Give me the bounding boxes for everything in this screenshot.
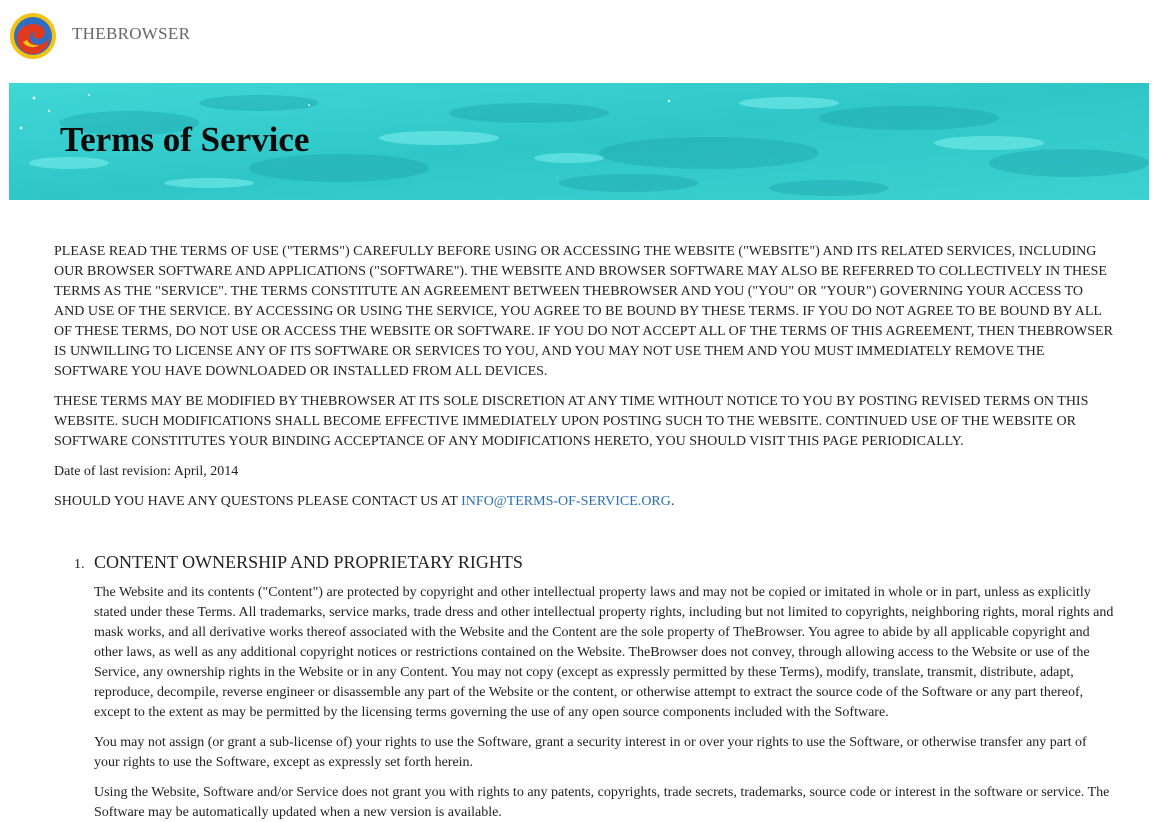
intro-paragraph-1: PLEASE READ THE TERMS OF USE ("TERMS") CAREFULLY BEFORE USING OR ACCESSING THE WEBSITE ("WEBSITE") AND ITS RELATED SERVICES, INCLUDING OUR BROWSER SOFTWARE AND APPLICATIONS ("SOFTWARE"). THE WEBSITE AND BROWSER SOFTWARE MAY ALSO BE REFERRED TO COLLECTIVELY IN THESE TERMS AS THE "SERVICE". THE TERMS CONSTITUTE AN AGREEMENT BETWEEN THEBROWSER AND YOU ("YOU" OR "YOUR") GOVERNING YOUR ACCESS TO AND USE OF THE SERVICE. BY ACCESSING OR USING THE SERVICE, YOU AGREE TO BE BOUND BY THESE TERMS. IF YOU DO NOT AGREE TO BE BOUND BY ALL OF THESE TERMS, DO NOT USE OR ACCESS THE WEBSITE OR SOFTWARE. IF YOU DO NOT ACCEPT ALL OF THE TERMS OF THIS AGREEMENT, THEN THEBROWSER IS UNWILLING TO LICENSE ANY OF ITS SOFTWARE OR SERVICES TO YOU, AND YOU MAY NOT USE THEM AND YOU MUST IMMEDIATELY REMOVE THE SOFTWARE YOU HAVE DOWNLOADED OR INSTALLED FROM ALL DEVICES. bbox=[54, 244, 1113, 379]
section-number: 1. bbox=[74, 557, 85, 572]
contact-email-link[interactable]: INFO@TERMS-OF-SERVICE.ORG bbox=[461, 494, 671, 509]
intro-content bbox=[54, 242, 1114, 522]
section-title: CONTENT OWNERSHIP AND PROPRIETARY RIGHTS bbox=[94, 552, 523, 572]
brand-link[interactable]: THEBROWSER bbox=[72, 24, 191, 43]
hero-banner bbox=[9, 83, 1149, 200]
contact-line bbox=[54, 492, 1114, 512]
contact-prefix: SHOULD YOU HAVE ANY QUESTONS PLEASE CONTACT US AT bbox=[54, 494, 462, 509]
site-header bbox=[0, 0, 1170, 78]
section-paragraph-1: The Website and its contents ("Content") are protected by copyright and other intellectual property laws and may not be copied or imitated in whole or in part, unless as explicitly stated under these Terms. All trademarks, service marks, trade dress and other intellectual property rights, including but not limited to copyrights, neighboring rights, moral rights and mask works, and all derivative works thereof associated with the Website and the Content are the sole property of TheBrowser. You agree to abide by all applicable copyright and other laws, as well as any additional copyright notices or restrictions contained on the Website. TheBrowser does not convey, through allowing access to the Website or use of the Service, any ownership rights in the Website or in any Content. You may not copy (except as expressly permitted by these Terms), modify, translate, transmit, distribute, adapt, reproduce, decompile, reverse engineer or disassemble any part of the Website or the content, or otherwise attempt to extract the source code of the Software or any part thereof, except to the extent as may be permitted by the licensing terms governing the use of any open source components included with the Software. bbox=[94, 585, 1114, 720]
revision-date: Date of last revision: April, 2014 bbox=[54, 464, 239, 479]
intro-paragraph-2: THESE TERMS MAY BE MODIFIED BY THEBROWSER AT ITS SOLE DISCRETION AT ANY TIME WITHOUT NOTICE TO YOU BY POSTING REVISED TERMS ON THIS WEBSITE. SUCH MODIFICATIONS SHALL BECOME EFFECTIVE IMMEDIATELY UPON POSTING SUCH TO THE WEBSITE. CONTINUED USE OF THE WEBSITE OR SOFTWARE CONSTITUTES YOUR BINDING ACCEPTANCE OF ANY MODIFICATIONS HERETO, YOU SHOULD VISIT THIS PAGE PERIODICALLY. bbox=[54, 394, 1089, 449]
section-paragraph-2: You may not assign (or grant a sub-license of) your rights to use the Software, grant a security interest in or over your rights to use the Software, or otherwise transfer any part of your rights to use the Software, except as expressly set forth herein. bbox=[94, 735, 1087, 770]
swirl-logo-icon[interactable] bbox=[9, 12, 57, 60]
section-content-ownership bbox=[74, 550, 1114, 822]
contact-suffix: . bbox=[670, 494, 675, 509]
section-paragraph-3: Using the Website, Software and/or Service does not grant you with rights to any patents, copyrights, trade secrets, trademarks, source code or interest in the software or service. The Software may be automatically updated when a new version is available. bbox=[94, 785, 1110, 820]
section-body bbox=[94, 583, 1114, 822]
section-heading bbox=[74, 550, 1114, 577]
page-title: Terms of Service bbox=[60, 120, 310, 159]
